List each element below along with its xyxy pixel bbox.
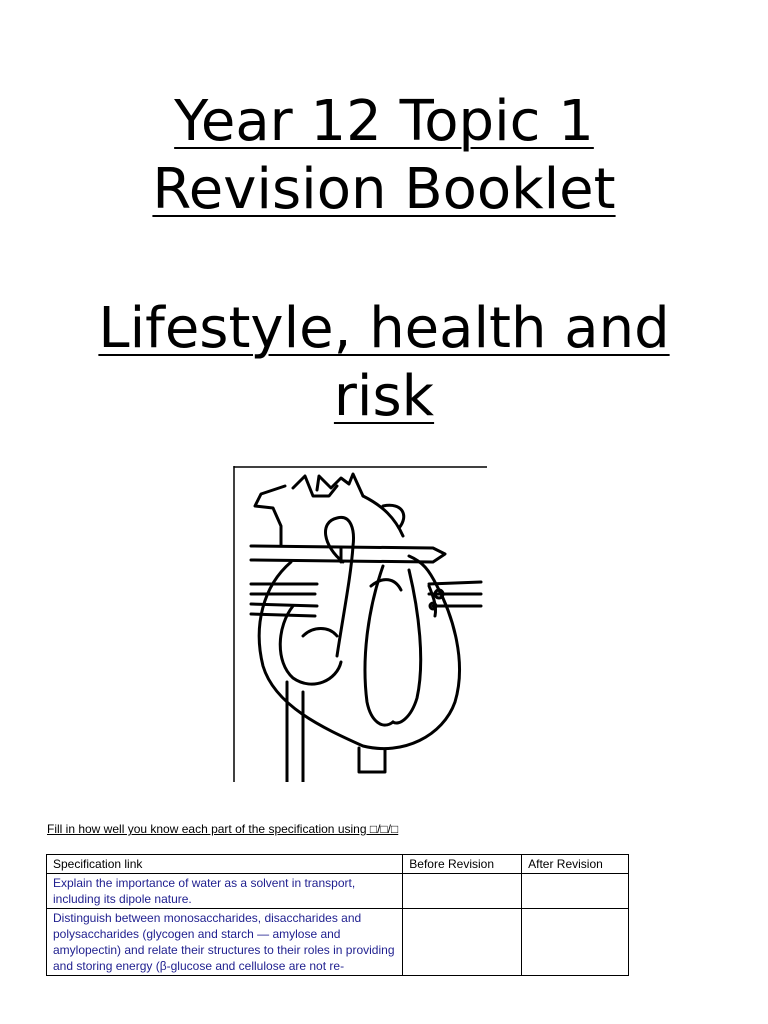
title-line-2: Revision Booklet [152,157,616,222]
table-row [47,874,629,909]
spec-cell [47,909,403,976]
spec-cell: Explain the importance of water as a solvent in transport, including its dipole nature. [47,874,403,909]
title-line-4: risk [333,364,435,429]
before-revision-cell[interactable] [403,909,522,976]
before-revision-cell[interactable] [403,874,522,909]
table-row [47,909,629,976]
table-header-row [47,855,629,874]
after-revision-cell[interactable] [522,874,629,909]
title-line-1: Year 12 Topic 1 [174,89,594,154]
spec-cell-text: Distinguish between monosaccharides, disaccharides and polysaccharides (glycogen and starch — amylose and amylopectin) and relate their structures to their roles in providing and storing energy (β-glucose and cellulose are not re- [53,911,395,973]
specification-table [46,854,629,976]
instruction-text: Fill in how well you know each part of the specification using □/□/□ [47,822,399,836]
heart-diagram-icon [233,466,487,782]
header-specification-link: Specification link [47,855,403,874]
header-after-revision: After Revision [522,855,629,874]
after-revision-cell[interactable] [522,909,629,976]
title-block-top [0,88,768,224]
header-before-revision: Before Revision [403,855,522,874]
title-line-3: Lifestyle, health and [98,296,670,361]
title-block-topic [0,295,768,431]
